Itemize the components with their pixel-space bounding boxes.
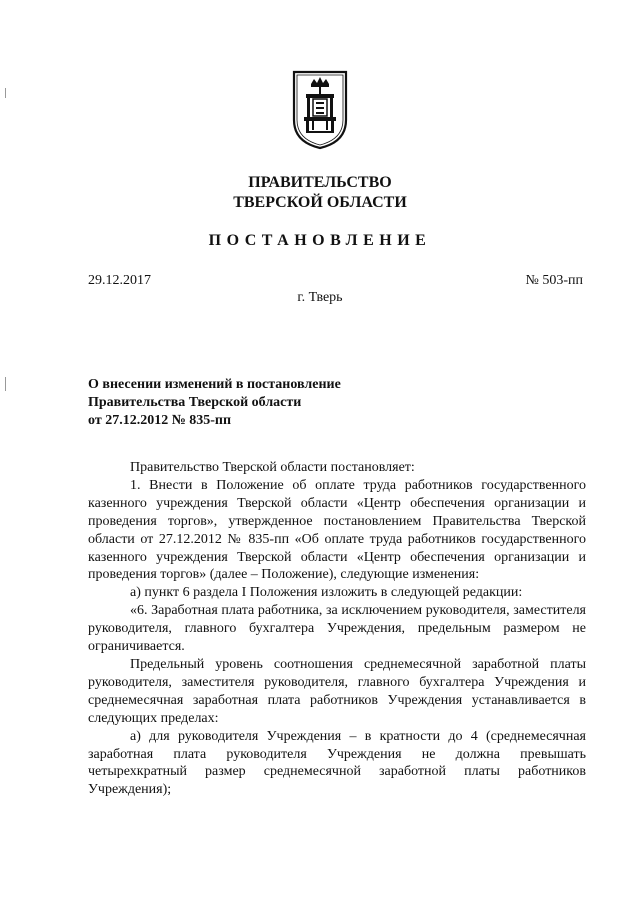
government-name-line1: ПРАВИТЕЛЬСТВО xyxy=(248,174,392,191)
document-number: № 503-пп xyxy=(525,273,583,288)
body-paragraph: «6. Заработная плата работника, за исключением руководителя, заместителя руководителя, главного бухгалтера Учреждения, предельным размером не ограничивается. xyxy=(88,603,586,655)
document-subject xyxy=(88,376,408,430)
body-paragraph: 1. Внести в Положение об оплате труда работников государственного казенного учреждения Тверской области «Центр обеспечения организации и проведения торгов», утвержденное постановлением Правительства Тверской области от 27.12.2012 № 835-пп «Об оплате труда работников государственного казенного учреждения Тверской области «Центр обеспечения организации и проведения торгов» (далее – Положение), следующие изменения: xyxy=(88,477,586,583)
tver-coat-of-arms-icon xyxy=(292,70,348,150)
document-date: 29.12.2017 xyxy=(88,273,151,288)
subject-line: Правительства Тверской области xyxy=(88,395,302,410)
body-paragraph: Предельный уровень соотношения среднемесячной заработной платы руководителя, заместителя руководителя, главного бухгалтера Учреждения и среднемесячная заработная плата работников Учреждения устанавливается в следующих пределах: xyxy=(88,656,586,726)
scan-margin-mark xyxy=(5,377,6,391)
body-paragraph: Правительство Тверской области постановляет: xyxy=(130,460,415,475)
body-paragraph: а) пункт 6 раздела I Положения изложить в следующей редакции: xyxy=(130,585,523,601)
government-name-line2: ТВЕРСКОЙ ОБЛАСТИ xyxy=(233,194,407,211)
document-type-title: ПОСТАНОВЛЕНИЕ xyxy=(208,232,432,249)
scan-margin-mark xyxy=(5,88,6,98)
subject-line: от 27.12.2012 № 835-пп xyxy=(88,413,232,428)
document-body xyxy=(88,459,586,799)
subject-line: О внесении изменений в постановление xyxy=(88,377,341,392)
body-paragraph: а) для руководителя Учреждения – в кратности до 4 (среднемесячная заработная плата руководителя Учреждения не должна превышать четырехкратный размер среднемесячной заработной платы работников Учреждения); xyxy=(88,728,586,798)
document-city: г. Тверь xyxy=(297,290,343,305)
